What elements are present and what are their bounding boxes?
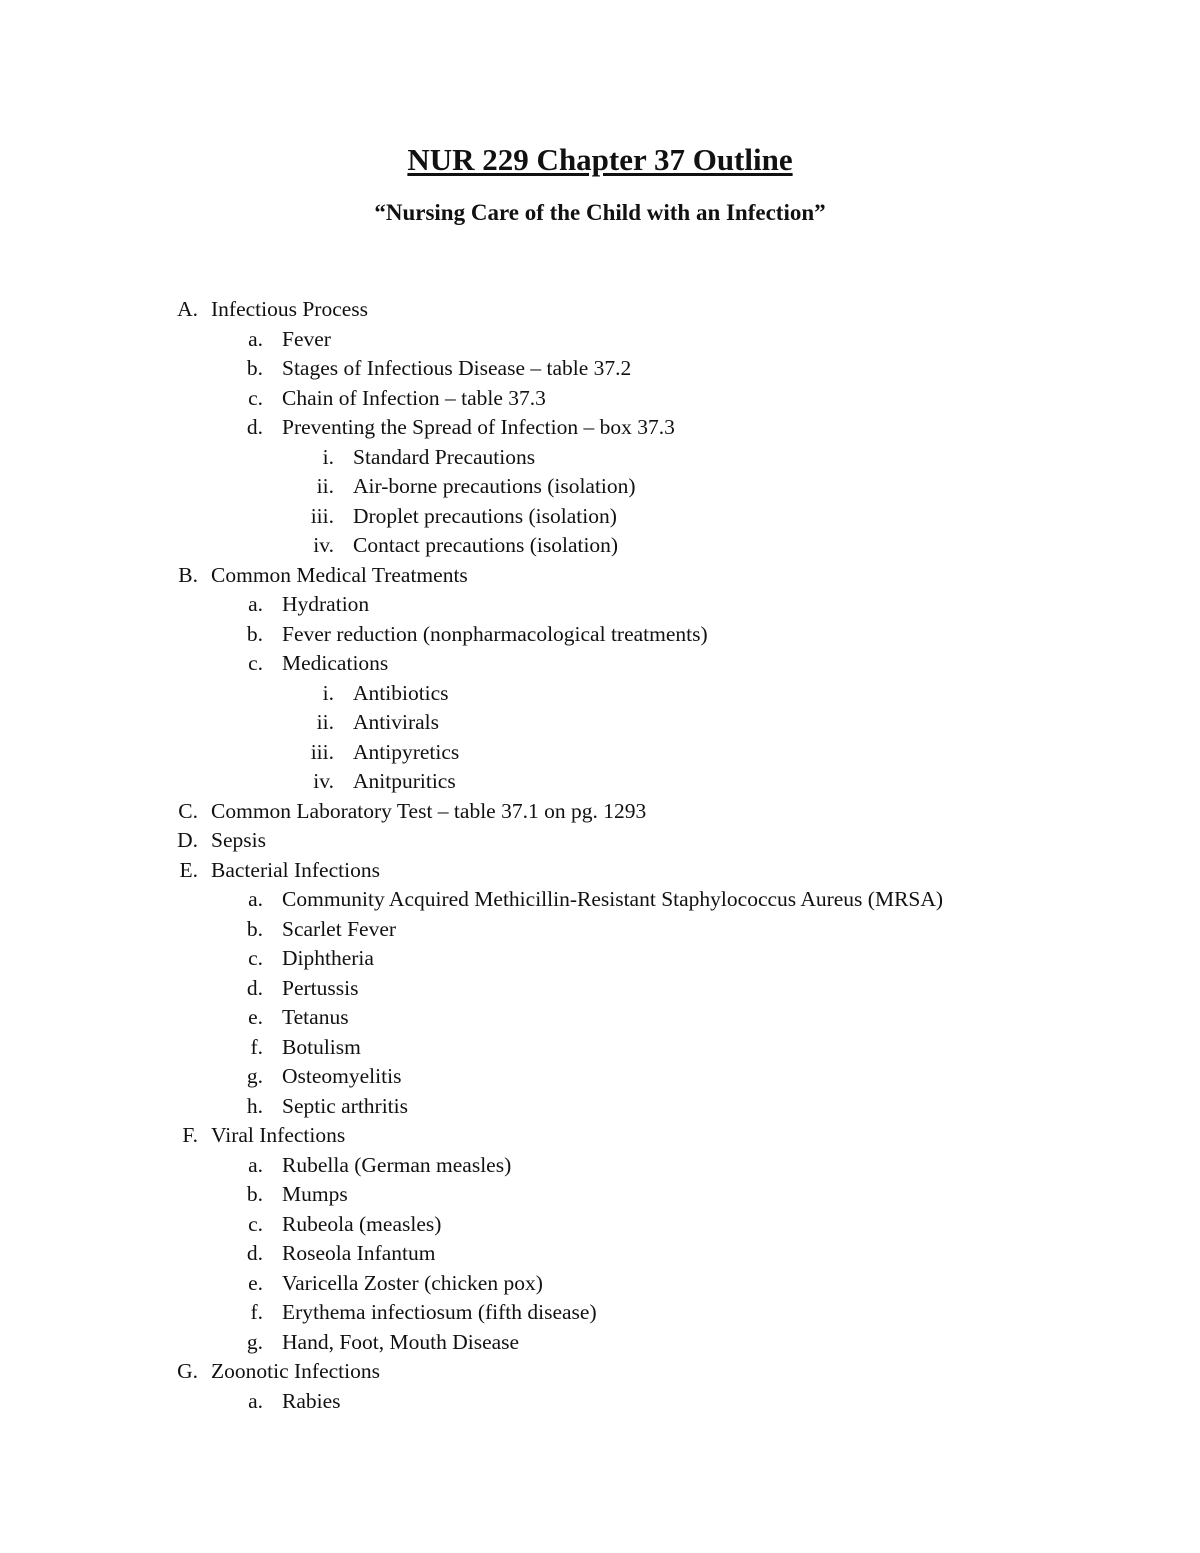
outline-item-level-3	[0, 472, 1200, 502]
outline-item-level-2	[0, 1210, 1200, 1240]
outline-item-level-3	[0, 767, 1200, 797]
outline-item-level-2	[0, 1328, 1200, 1358]
outline-marker: b.	[246, 356, 263, 380]
outline-text: Bacterial Infections	[211, 857, 380, 882]
outline-item-level-1	[0, 295, 1200, 325]
outline-text: Common Medical Treatments	[211, 562, 468, 587]
outline-marker: f.	[250, 1300, 263, 1324]
outline-text: Viral Infections	[211, 1123, 346, 1147]
outline-marker: a.	[248, 1388, 263, 1413]
outline-item-level-2	[0, 1239, 1200, 1269]
outline-marker: F.	[182, 1123, 198, 1147]
outline-item-level-2	[0, 620, 1200, 650]
outline-text: Hydration	[282, 592, 370, 616]
outline-text: Osteomyelitis	[282, 1064, 402, 1088]
outline-text: Botulism	[282, 1034, 361, 1059]
outline-text: Chain of Infection – table 37.3	[282, 385, 546, 410]
outline-marker: ii.	[316, 710, 334, 734]
outline-marker: b.	[246, 1182, 263, 1206]
outline-marker: b.	[246, 621, 263, 646]
outline-text: Varicella Zoster (chicken pox)	[282, 1270, 543, 1295]
outline-text: Zoonotic Infections	[211, 1359, 380, 1383]
outline-marker: a.	[248, 887, 263, 911]
outline-item-level-2	[0, 885, 1200, 915]
outline-marker: f.	[250, 1034, 263, 1059]
outline-item-level-3	[0, 679, 1200, 709]
outline-text: Stages of Infectious Disease – table 37.2	[282, 356, 632, 380]
outline-item-level-1	[0, 561, 1200, 591]
outline-marker: iv.	[313, 533, 334, 557]
outline-marker: i.	[322, 680, 334, 705]
outline-item-level-2	[0, 1298, 1200, 1328]
outline-marker: h.	[246, 1093, 263, 1118]
outline-marker: d.	[246, 1241, 263, 1265]
outline-item-level-2	[0, 413, 1200, 443]
outline-text: Sepsis	[211, 828, 266, 852]
outline-text: Mumps	[282, 1182, 348, 1206]
outline-text: Community Acquired Methicillin-Resistant Staphylococcus Aureus (MRSA)	[282, 887, 944, 911]
outline-marker: g.	[246, 1064, 263, 1088]
outline-item-level-2	[0, 384, 1200, 414]
outline-text: Tetanus	[282, 1005, 349, 1029]
outline-marker: c.	[248, 946, 263, 970]
outline-marker: B.	[178, 562, 198, 587]
page-subtitle: “Nursing Care of the Child with an Infection”	[374, 200, 826, 225]
outline-item-level-2	[0, 590, 1200, 620]
outline-item-level-3	[0, 708, 1200, 738]
outline-text: Septic arthritis	[282, 1093, 408, 1118]
outline-item-level-2	[0, 1180, 1200, 1210]
outline-text: Medications	[282, 651, 389, 675]
outline-item-level-2	[0, 1003, 1200, 1033]
outline-item-level-2	[0, 354, 1200, 384]
outline-marker: c.	[248, 1211, 263, 1236]
outline-text: Scarlet Fever	[282, 916, 397, 941]
outline-text: Contact precautions (isolation)	[353, 533, 619, 557]
outline-marker: C.	[178, 798, 198, 823]
outline-marker: d.	[246, 975, 263, 1000]
outline-marker: iv.	[313, 769, 334, 793]
outline-text: Air-borne precautions (isolation)	[353, 474, 636, 498]
outline-item-level-1	[0, 1121, 1200, 1151]
outline-list	[0, 295, 1200, 1416]
outline-marker: c.	[248, 385, 263, 410]
outline-marker: d.	[246, 415, 263, 439]
outline-marker: iii.	[310, 739, 334, 764]
outline-text: Infectious Process	[211, 297, 369, 321]
outline-text: Pertussis	[282, 975, 359, 1000]
outline-text: Antivirals	[353, 710, 439, 734]
outline-item-level-2	[0, 1151, 1200, 1181]
outline-item-level-2	[0, 649, 1200, 679]
outline-text: Anitpuritics	[353, 769, 456, 793]
outline-item-level-2	[0, 1269, 1200, 1299]
outline-text: Fever reduction (nonpharmacological treatments)	[282, 621, 708, 646]
outline-item-level-2	[0, 1092, 1200, 1122]
outline-text: Common Laboratory Test – table 37.1 on pg. 1293	[211, 798, 647, 823]
outline-text: Roseola Infantum	[282, 1241, 436, 1265]
outline-item-level-1	[0, 826, 1200, 856]
outline-marker: G.	[177, 1359, 198, 1383]
outline-marker: D.	[177, 828, 198, 852]
outline-text: Standard Precautions	[353, 444, 536, 469]
outline-text: Hand, Foot, Mouth Disease	[282, 1329, 520, 1354]
outline-item-level-2	[0, 325, 1200, 355]
outline-item-level-2	[0, 944, 1200, 974]
outline-marker: b.	[246, 916, 263, 941]
outline-marker: E.	[179, 857, 198, 882]
outline-item-level-3	[0, 502, 1200, 532]
outline-marker: g.	[246, 1329, 263, 1354]
outline-item-level-3	[0, 443, 1200, 473]
outline-text: Antibiotics	[353, 680, 449, 705]
outline-item-level-3	[0, 738, 1200, 768]
outline-item-level-2	[0, 974, 1200, 1004]
outline-marker: i.	[322, 444, 334, 469]
outline-item-level-2	[0, 915, 1200, 945]
outline-item-level-2	[0, 1033, 1200, 1063]
outline-item-level-3	[0, 531, 1200, 561]
outline-item-level-1	[0, 797, 1200, 827]
outline-text: Rabies	[282, 1388, 341, 1413]
outline-text: Droplet precautions (isolation)	[353, 503, 617, 528]
outline-marker: ii.	[316, 474, 334, 498]
outline-marker: c.	[248, 651, 263, 675]
outline-text: Diphtheria	[282, 946, 374, 970]
outline-marker: a.	[248, 592, 263, 616]
outline-text: Antipyretics	[353, 739, 460, 764]
outline-item-level-2	[0, 1387, 1200, 1417]
outline-marker: A.	[177, 297, 198, 321]
outline-marker: a.	[248, 1152, 263, 1177]
outline-item-level-1	[0, 856, 1200, 886]
outline-text: Erythema infectiosum (fifth disease)	[282, 1300, 597, 1324]
outline-marker: iii.	[310, 503, 334, 528]
outline-item-level-1	[0, 1357, 1200, 1387]
outline-marker: a.	[248, 326, 263, 351]
outline-text: Rubella (German measles)	[282, 1152, 512, 1177]
outline-text: Preventing the Spread of Infection – box 37.3	[282, 415, 675, 439]
outline-marker: e.	[248, 1005, 263, 1029]
outline-item-level-2	[0, 1062, 1200, 1092]
outline-text: Fever	[282, 326, 331, 351]
page-title: NUR 229 Chapter 37 Outline	[407, 142, 793, 177]
outline-marker: e.	[248, 1270, 263, 1295]
outline-text: Rubeola (measles)	[282, 1211, 442, 1236]
